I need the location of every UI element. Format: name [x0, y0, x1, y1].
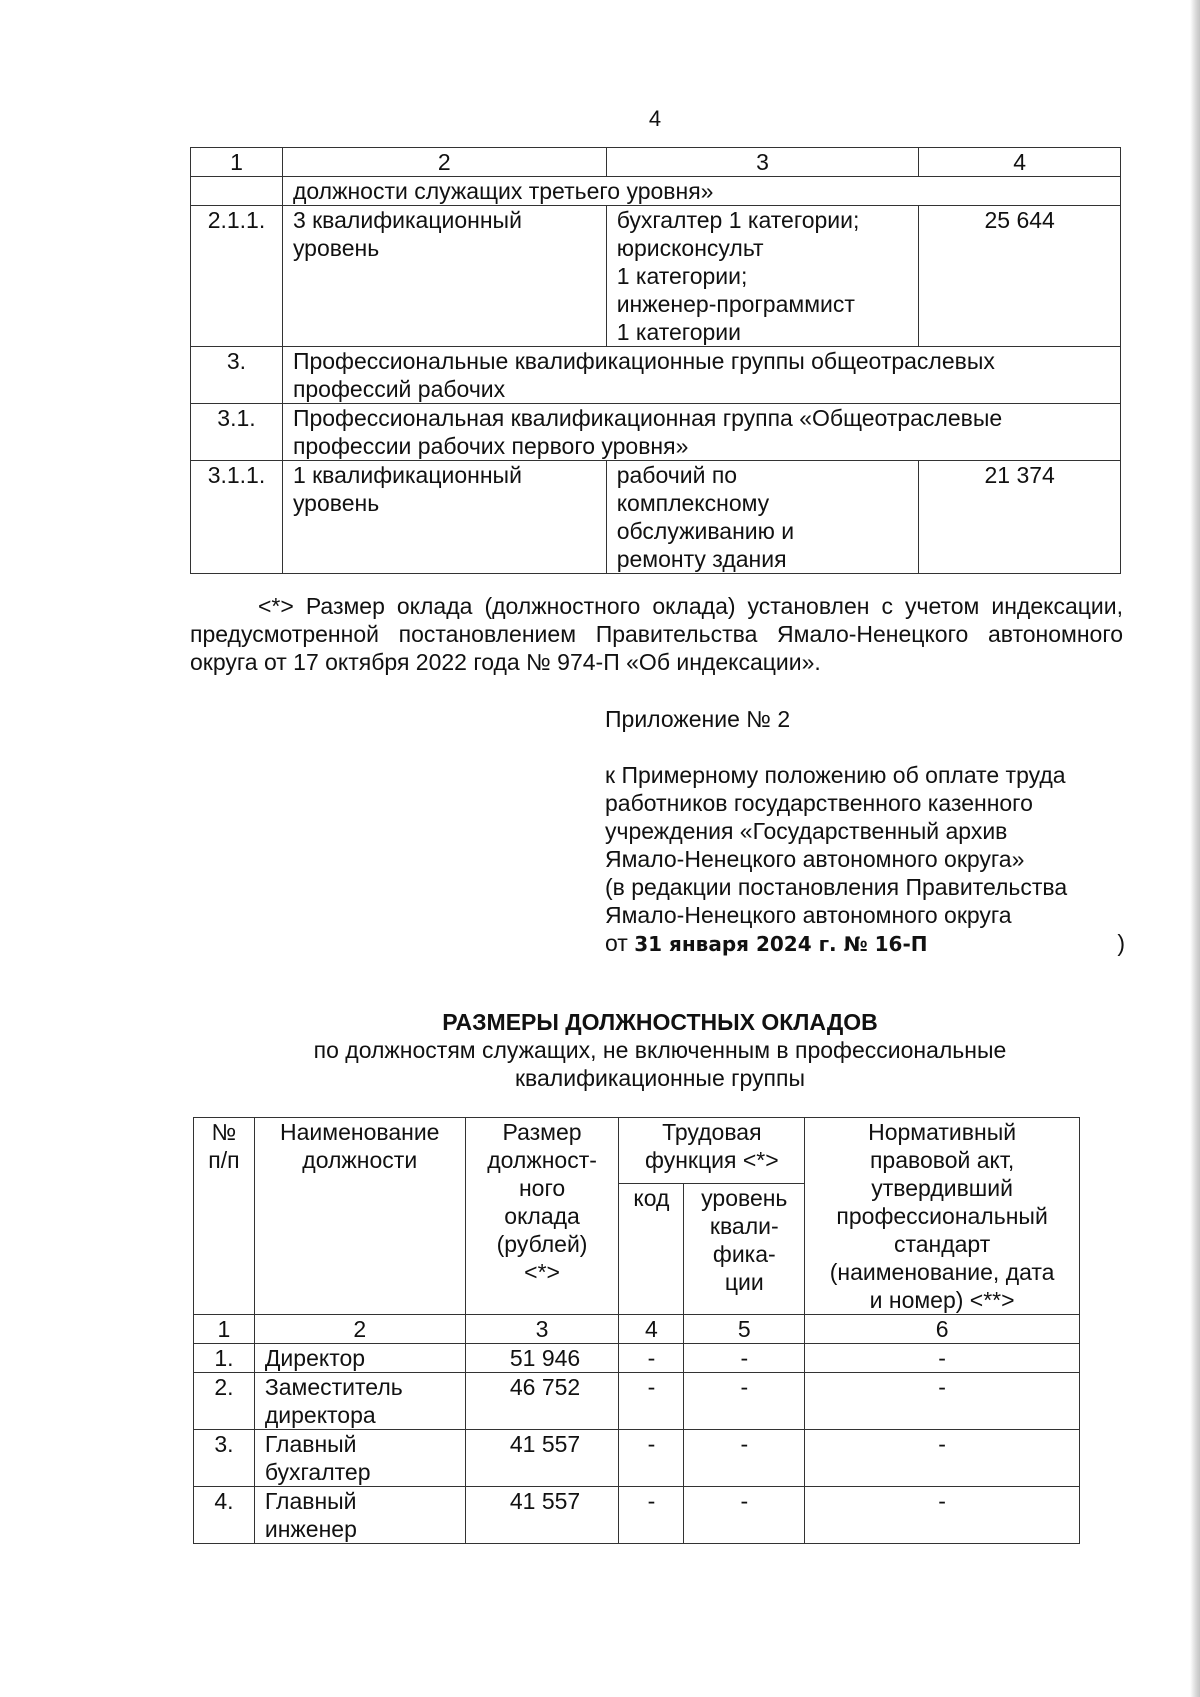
- heading-subtitle: квалификационные группы: [514, 1065, 805, 1091]
- positions: [606, 206, 919, 347]
- header-regulatory-act: [805, 1118, 1080, 1315]
- text-line: 1 квалификационный: [292, 462, 522, 488]
- text-line: профессии рабочих первого уровня»: [292, 433, 689, 459]
- qualification-level: -: [684, 1344, 805, 1373]
- text-line: Нормативный: [868, 1119, 1017, 1145]
- qualification-level: [282, 461, 606, 574]
- position-name: [254, 1344, 465, 1373]
- text-line: Директор: [264, 1345, 366, 1371]
- table-row: [194, 1487, 1080, 1544]
- text-line: Наименование: [280, 1119, 440, 1145]
- text-line: (наименование, дата: [829, 1259, 1055, 1285]
- qualification-level: -: [684, 1430, 805, 1487]
- row-number: 4.: [194, 1487, 255, 1544]
- salary-value: 21 374: [919, 461, 1121, 574]
- header-qualification-level: [684, 1184, 805, 1315]
- function-code: -: [619, 1344, 684, 1373]
- table-row: [194, 1430, 1080, 1487]
- function-code: -: [619, 1373, 684, 1430]
- text-line: директора: [264, 1402, 376, 1428]
- text-line: ного: [518, 1175, 566, 1201]
- text-line: уровень: [701, 1185, 788, 1212]
- table-row: [191, 206, 1121, 347]
- text-line: правовой акт,: [869, 1147, 1015, 1173]
- positions: [606, 461, 919, 574]
- appendix-line: к Примерному положению об оплате труда: [605, 762, 1066, 788]
- qualification-level: -: [684, 1487, 805, 1544]
- qualification-level: [282, 206, 606, 347]
- text-line: уровень: [292, 235, 380, 261]
- table-header-row: [194, 1118, 1080, 1184]
- group-title: [282, 347, 1120, 404]
- row-number: 2.: [194, 1373, 255, 1430]
- text-line: квали-: [709, 1213, 779, 1240]
- footnote: [190, 592, 1123, 676]
- text-line: Профессиональная квалификационная группа «Общеотраслевые: [292, 405, 1003, 431]
- text-line: бухгалтер 1 категории;: [616, 207, 860, 233]
- text-line: 1 категории: [616, 319, 741, 345]
- text-line: 1 категории;: [616, 263, 748, 289]
- position-name: [254, 1430, 465, 1487]
- column-number: 4: [919, 148, 1121, 177]
- function-code: -: [619, 1430, 684, 1487]
- salary-value: 51 946: [465, 1344, 619, 1373]
- text-line: инженер: [264, 1516, 357, 1542]
- heading-title: РАЗМЕРЫ ДОЛЖНОСТНЫХ ОКЛАДОВ: [442, 1009, 878, 1035]
- table-row: [191, 461, 1121, 574]
- qualification-groups-table: [190, 147, 1121, 574]
- table-header-row: [191, 148, 1121, 177]
- footnote-text: <*> Размер оклада (должностного оклада) установлен с учетом индексации, предусмотренной постановлением Правительства Ямало-Ненецкого автономного округа от 17 октября 2022 года № 974-П «Об индексации».: [190, 593, 1123, 675]
- text-line: Главный: [264, 1488, 357, 1514]
- text-line: бухгалтер: [264, 1459, 371, 1485]
- resolution-date: 31 января 2024 г. № 16-П: [634, 932, 928, 956]
- text-line: утвердивший: [871, 1175, 1013, 1201]
- text-line: профессиональный: [836, 1203, 1048, 1229]
- column-number-row: [194, 1315, 1080, 1344]
- header-position-name: [254, 1118, 465, 1315]
- text-line: <*>: [524, 1259, 560, 1285]
- regulatory-act: -: [805, 1430, 1080, 1487]
- appendix-dateline: [605, 929, 1125, 958]
- text-line: обслуживанию и: [616, 518, 795, 544]
- regulatory-act: -: [805, 1487, 1080, 1544]
- salary-value: 25 644: [919, 206, 1121, 347]
- text-line: Заместитель: [264, 1374, 403, 1400]
- text-line: п/п: [208, 1147, 240, 1173]
- table-row: [194, 1344, 1080, 1373]
- empty-cell: [191, 177, 283, 206]
- appendix-title: Приложение № 2: [605, 706, 791, 732]
- text-line: профессий рабочих: [292, 376, 506, 402]
- text-line: Главный: [264, 1431, 357, 1457]
- appendix-header: [605, 705, 1125, 958]
- text-line: Размер: [502, 1119, 582, 1145]
- row-number: 3.: [194, 1430, 255, 1487]
- column-number: 4: [619, 1315, 684, 1344]
- row-number: 2.1.1.: [191, 206, 283, 347]
- date-prefix: от: [605, 930, 628, 956]
- column-number: 2: [254, 1315, 465, 1344]
- regulatory-act: -: [805, 1344, 1080, 1373]
- column-number: 2: [282, 148, 606, 177]
- salary-table: [193, 1117, 1080, 1544]
- table-row: [194, 1373, 1080, 1430]
- page-number: 4: [648, 106, 662, 131]
- section-heading: [190, 1008, 1130, 1092]
- text-line: (рублей): [496, 1231, 588, 1257]
- text-line: функция <*>: [645, 1147, 779, 1173]
- appendix-line: Ямало-Ненецкого автономного округа: [605, 902, 1012, 928]
- text-line: №: [211, 1119, 237, 1145]
- salary-value: 41 557: [465, 1487, 619, 1544]
- qualification-level: -: [684, 1373, 805, 1430]
- continuation-text: должности служащих третьего уровня»: [282, 177, 1120, 206]
- header-labor-function: [619, 1118, 805, 1184]
- text-line: ции: [724, 1269, 764, 1296]
- header-number: [194, 1118, 255, 1315]
- appendix-line: учреждения «Государственный архив: [605, 818, 1008, 844]
- column-number: 5: [684, 1315, 805, 1344]
- column-number: 1: [191, 148, 283, 177]
- closing-parenthesis: ): [1117, 930, 1125, 956]
- table-row: [191, 404, 1121, 461]
- position-name: [254, 1487, 465, 1544]
- text-line: фика-: [712, 1241, 776, 1268]
- column-number: 3: [465, 1315, 619, 1344]
- text-line: должност-: [487, 1147, 597, 1173]
- group-title: [282, 404, 1120, 461]
- table-row: [191, 177, 1121, 206]
- column-number: 1: [194, 1315, 255, 1344]
- text-line: Профессиональные квалификационные группы общеотраслевых: [292, 348, 995, 374]
- column-number: 3: [606, 148, 919, 177]
- appendix-line: Ямало-Ненецкого автономного округа»: [605, 846, 1025, 872]
- text-line: инженер-программист: [616, 291, 855, 317]
- position-name: [254, 1373, 465, 1430]
- header-salary: [465, 1118, 619, 1315]
- text-line: должности: [302, 1147, 418, 1173]
- text-line: уровень: [292, 490, 380, 516]
- text-line: Трудовая: [662, 1119, 762, 1145]
- text-line: и номер) <**>: [869, 1287, 1015, 1313]
- row-number: 3.1.: [191, 404, 283, 461]
- page-edge-shadow: [1190, 0, 1200, 1697]
- row-number: 3.: [191, 347, 283, 404]
- regulatory-act: -: [805, 1373, 1080, 1430]
- row-number: 3.1.1.: [191, 461, 283, 574]
- column-number: 6: [805, 1315, 1080, 1344]
- text-line: комплексному: [616, 490, 770, 516]
- salary-value: 41 557: [465, 1430, 619, 1487]
- function-code: -: [619, 1487, 684, 1544]
- text-line: 3 квалификационный: [292, 207, 522, 233]
- text-line: оклада: [504, 1203, 580, 1229]
- text-line: ремонту здания: [616, 546, 787, 572]
- appendix-line: (в редакции постановления Правительства: [605, 874, 1068, 900]
- salary-value: 46 752: [465, 1373, 619, 1430]
- table-row: [191, 347, 1121, 404]
- text-line: стандарт: [893, 1231, 991, 1257]
- appendix-line: работников государственного казенного: [605, 790, 1033, 816]
- header-code: код: [619, 1184, 684, 1315]
- row-number: 1.: [194, 1344, 255, 1373]
- heading-subtitle: по должностям служащих, не включенным в профессиональные: [313, 1037, 1007, 1063]
- text-line: рабочий по: [616, 462, 738, 488]
- text-line: юрисконсульт: [616, 235, 764, 261]
